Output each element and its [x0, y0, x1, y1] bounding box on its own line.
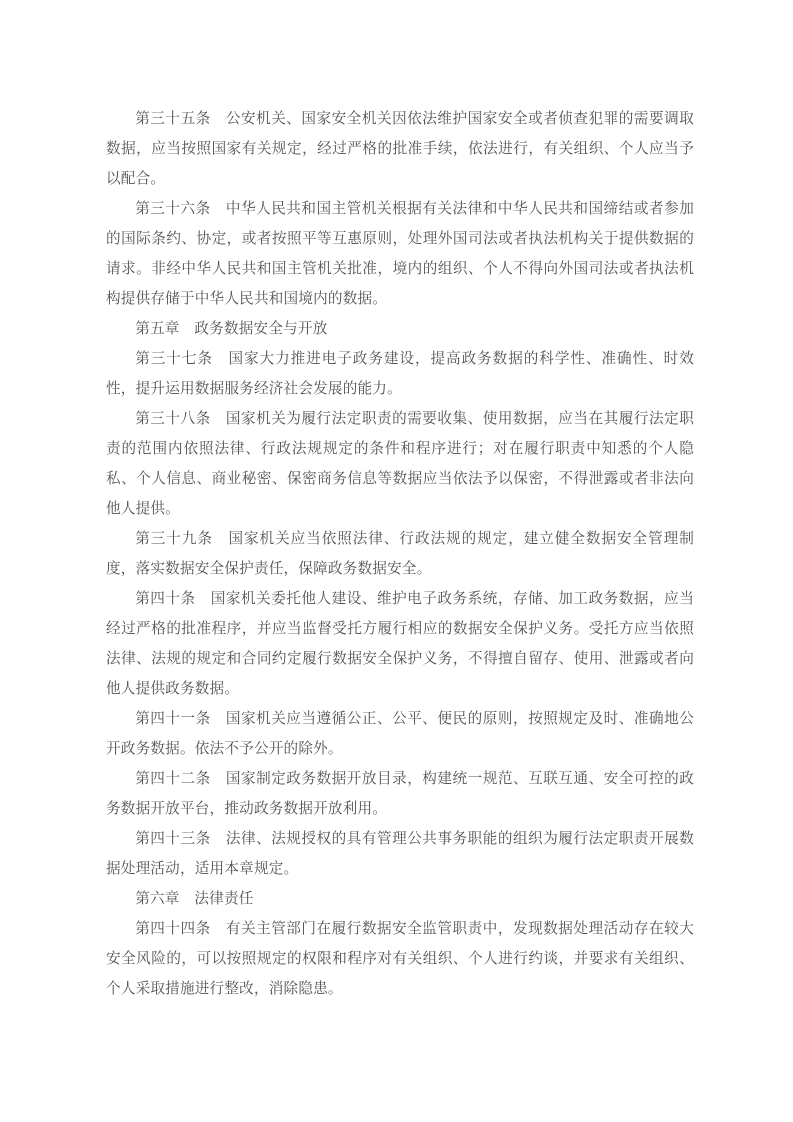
article-43-paragraph: 第四十三条 法律、法规授权的具有管理公共事务职能的组织为履行法定职责开展数据处理活动，适用本章规定。	[106, 831, 694, 877]
article-36-paragraph: 第三十六条 中华人民共和国主管机关根据有关法律和中华人民共和国缔结或者参加的国际条约、协定，或者按照平等互惠原则，处理外国司法或者执法机构关于提供数据的请求。非经中华人民共和国主管机关批准，境内的组织、个人不得向外国司法或者执法机构提供存储于中华人民共和国境内的数据。	[106, 201, 694, 307]
article-42-paragraph: 第四十二条 国家制定政务数据开放目录，构建统一规范、互联互通、安全可控的政务数据开放平台，推动政务数据开放利用。	[106, 771, 694, 817]
article-40-paragraph: 第四十条 国家机关委托他人建设、维护电子政务系统，存储、加工政务数据，应当经过严格的批准程序，并应当监督受托方履行相应的数据安全保护义务。受托方应当依照法律、法规的规定和合同约定履行数据安全保护义务，不得擅自留存、使用、泄露或者向他人提供政务数据。	[106, 591, 694, 697]
article-44-paragraph: 第四十四条 有关主管部门在履行数据安全监管职责中，发现数据处理活动存在较大安全风险的，可以按照规定的权限和程序对有关组织、个人进行约谈，并要求有关组织、个人采取措施进行整改，消除隐患。	[106, 921, 694, 997]
article-35-paragraph: 第三十五条 公安机关、国家安全机关因依法维护国家安全或者侦查犯罪的需要调取数据，应当按照国家有关规定，经过严格的批准手续，依法进行，有关组织、个人应当予以配合。	[106, 111, 694, 187]
article-37-paragraph: 第三十七条 国家大力推进电子政务建设，提高政务数据的科学性、准确性、时效性，提升运用数据服务经济社会发展的能力。	[106, 351, 694, 397]
chapter-5-heading: 第五章 政务数据安全与开放	[135, 321, 328, 337]
article-41-paragraph: 第四十一条 国家机关应当遵循公正、公平、便民的原则，按照规定及时、准确地公开政务数据。依法不予公开的除外。	[106, 711, 694, 757]
article-38-paragraph: 第三十八条 国家机关为履行法定职责的需要收集、使用数据，应当在其履行法定职责的范围内依照法律、行政法规规定的条件和程序进行；对在履行职责中知悉的个人隐私、个人信息、商业秘密、保密商务信息等数据应当依法予以保密，不得泄露或者非法向他人提供。	[106, 411, 694, 517]
chapter-6-heading: 第六章 法律责任	[135, 891, 254, 907]
article-39-paragraph: 第三十九条 国家机关应当依照法律、行政法规的规定，建立健全数据安全管理制度，落实数据安全保护责任，保障政务数据安全。	[106, 531, 694, 577]
